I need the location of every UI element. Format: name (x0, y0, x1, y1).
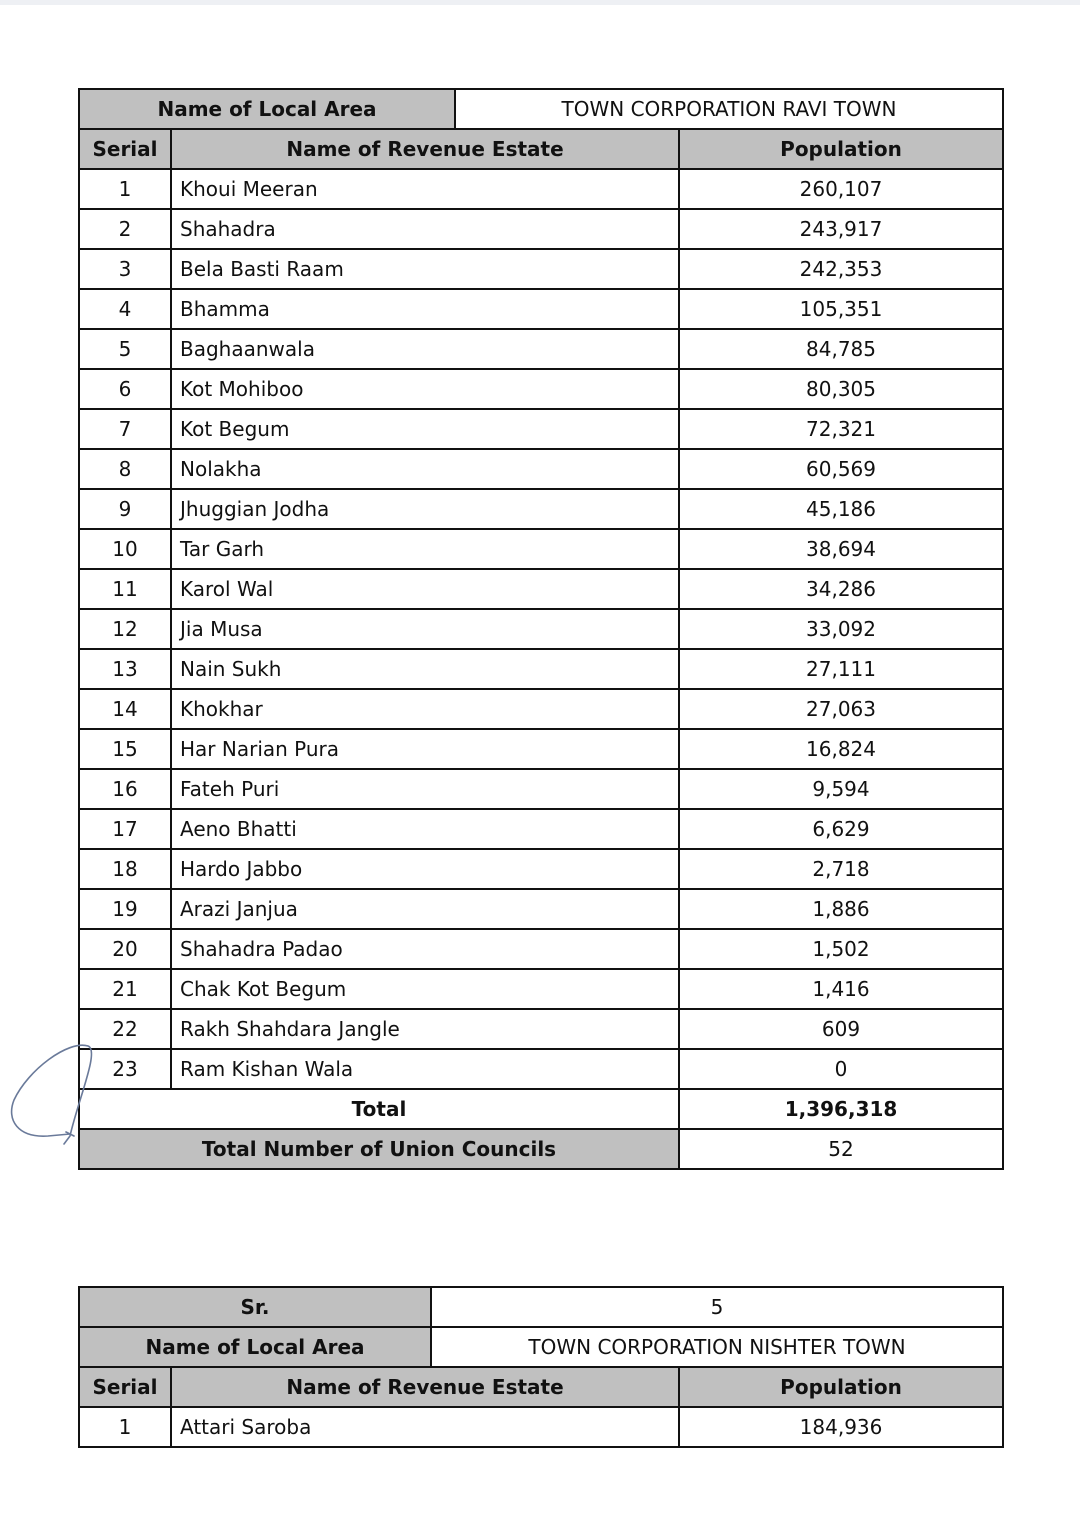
table-row (79, 409, 1003, 449)
union-councils-value: 52 (679, 1129, 1003, 1169)
estate-name-cell: Har Narian Pura (171, 729, 679, 769)
population-cell: 1,416 (679, 969, 1003, 1009)
estate-name-cell: Tar Garh (171, 529, 679, 569)
population-cell: 45,186 (679, 489, 1003, 529)
table-row (79, 649, 1003, 689)
population-cell: 105,351 (679, 289, 1003, 329)
top-bar (0, 0, 1080, 5)
estate-name-cell: Jhuggian Jodha (171, 489, 679, 529)
serial-cell: 21 (79, 969, 171, 1009)
table-row (79, 249, 1003, 289)
serial-cell: 14 (79, 689, 171, 729)
table-row (79, 329, 1003, 369)
serial-cell: 3 (79, 249, 171, 289)
estate-name-cell: Attari Saroba (171, 1407, 679, 1447)
table-row (79, 769, 1003, 809)
estate-name-cell: Rakh Shahdara Jangle (171, 1009, 679, 1049)
estate-name-cell: Kot Mohiboo (171, 369, 679, 409)
serial-cell: 6 (79, 369, 171, 409)
serial-cell: 9 (79, 489, 171, 529)
estate-name-cell: Aeno Bhatti (171, 809, 679, 849)
header-row (79, 1367, 1003, 1407)
serial-header: Serial (79, 129, 171, 169)
estate-header: Name of Revenue Estate (171, 129, 679, 169)
serial-cell: 11 (79, 569, 171, 609)
population-cell: 27,063 (679, 689, 1003, 729)
table-row (79, 929, 1003, 969)
sr-row (79, 1287, 1003, 1327)
table-row (79, 609, 1003, 649)
ravi-town-table (78, 88, 1004, 1170)
signature-mark (8, 1040, 108, 1150)
local-area-value: TOWN CORPORATION RAVI TOWN (455, 89, 1003, 129)
local-area-label: Name of Local Area (79, 89, 455, 129)
table-row (79, 449, 1003, 489)
serial-cell: 13 (79, 649, 171, 689)
population-cell: 242,353 (679, 249, 1003, 289)
local-area-value: TOWN CORPORATION NISHTER TOWN (431, 1327, 1003, 1367)
population-cell: 80,305 (679, 369, 1003, 409)
total-value: 1,396,318 (679, 1089, 1003, 1129)
population-cell: 16,824 (679, 729, 1003, 769)
serial-cell: 15 (79, 729, 171, 769)
serial-cell: 17 (79, 809, 171, 849)
population-cell: 72,321 (679, 409, 1003, 449)
population-cell: 6,629 (679, 809, 1003, 849)
serial-cell: 16 (79, 769, 171, 809)
table-row (79, 289, 1003, 329)
table-row (79, 489, 1003, 529)
local-area-row (79, 1327, 1003, 1367)
serial-cell: 22 (79, 1009, 171, 1049)
estate-name-cell: Hardo Jabbo (171, 849, 679, 889)
population-cell: 609 (679, 1009, 1003, 1049)
population-cell: 243,917 (679, 209, 1003, 249)
table-row (79, 809, 1003, 849)
table-row (79, 729, 1003, 769)
serial-cell: 7 (79, 409, 171, 449)
table-row (79, 849, 1003, 889)
serial-cell: 12 (79, 609, 171, 649)
table-row (79, 1049, 1003, 1089)
population-cell: 0 (679, 1049, 1003, 1089)
serial-cell: 1 (79, 1407, 171, 1447)
serial-cell: 18 (79, 849, 171, 889)
header-row (79, 129, 1003, 169)
estate-name-cell: Jia Musa (171, 609, 679, 649)
local-area-label: Name of Local Area (79, 1327, 431, 1367)
population-cell: 60,569 (679, 449, 1003, 489)
table-row (79, 1009, 1003, 1049)
population-cell: 1,886 (679, 889, 1003, 929)
estate-name-cell: Baghaanwala (171, 329, 679, 369)
table-row (79, 689, 1003, 729)
population-cell: 33,092 (679, 609, 1003, 649)
estate-name-cell: Shahadra Padao (171, 929, 679, 969)
table-row (79, 889, 1003, 929)
table-row (79, 969, 1003, 1009)
table-row (79, 169, 1003, 209)
population-cell: 27,111 (679, 649, 1003, 689)
sr-label: Sr. (79, 1287, 431, 1327)
estate-name-cell: Bhamma (171, 289, 679, 329)
table-row (79, 209, 1003, 249)
estate-name-cell: Nain Sukh (171, 649, 679, 689)
serial-cell: 19 (79, 889, 171, 929)
estate-name-cell: Arazi Janjua (171, 889, 679, 929)
estate-name-cell: Kot Begum (171, 409, 679, 449)
serial-cell: 8 (79, 449, 171, 489)
local-area-row (79, 89, 1003, 129)
serial-cell: 23 (79, 1049, 171, 1089)
serial-cell: 20 (79, 929, 171, 969)
serial-cell: 1 (79, 169, 171, 209)
estate-name-cell: Khokhar (171, 689, 679, 729)
sr-value: 5 (431, 1287, 1003, 1327)
serial-cell: 5 (79, 329, 171, 369)
table-row (79, 569, 1003, 609)
population-cell: 9,594 (679, 769, 1003, 809)
population-cell: 84,785 (679, 329, 1003, 369)
union-councils-label: Total Number of Union Councils (79, 1129, 679, 1169)
population-cell: 260,107 (679, 169, 1003, 209)
estate-name-cell: Chak Kot Begum (171, 969, 679, 1009)
population-cell: 2,718 (679, 849, 1003, 889)
table-row (79, 529, 1003, 569)
serial-header: Serial (79, 1367, 171, 1407)
estate-name-cell: Khoui Meeran (171, 169, 679, 209)
nishter-town-table (78, 1286, 1004, 1448)
serial-cell: 10 (79, 529, 171, 569)
population-header: Population (679, 1367, 1003, 1407)
union-councils-row (79, 1129, 1003, 1169)
estate-name-cell: Shahadra (171, 209, 679, 249)
table-row (79, 1407, 1003, 1447)
total-label: Total (79, 1089, 679, 1129)
population-cell: 1,502 (679, 929, 1003, 969)
population-cell: 38,694 (679, 529, 1003, 569)
population-header: Population (679, 129, 1003, 169)
estate-name-cell: Nolakha (171, 449, 679, 489)
estate-name-cell: Fateh Puri (171, 769, 679, 809)
serial-cell: 2 (79, 209, 171, 249)
estate-name-cell: Karol Wal (171, 569, 679, 609)
table-row (79, 369, 1003, 409)
total-row (79, 1089, 1003, 1129)
estate-name-cell: Ram Kishan Wala (171, 1049, 679, 1089)
serial-cell: 4 (79, 289, 171, 329)
estate-name-cell: Bela Basti Raam (171, 249, 679, 289)
estate-header: Name of Revenue Estate (171, 1367, 679, 1407)
population-cell: 34,286 (679, 569, 1003, 609)
population-cell: 184,936 (679, 1407, 1003, 1447)
